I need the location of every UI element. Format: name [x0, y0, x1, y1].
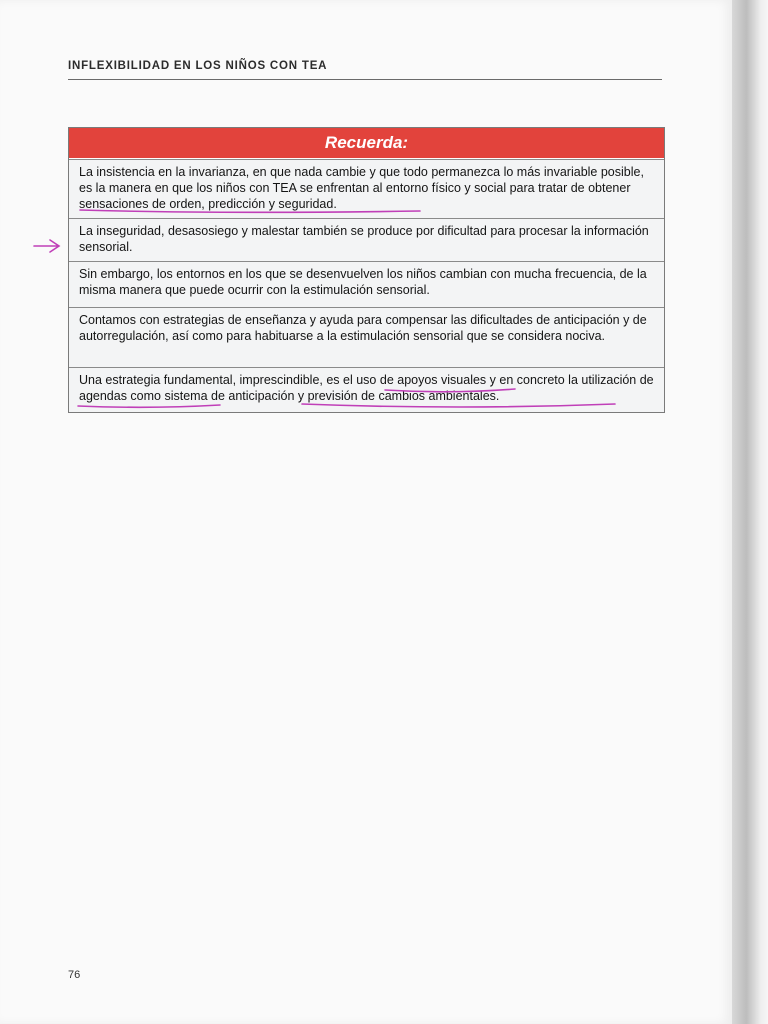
recuerda-item-2: La inseguridad, desasosiego y malestar también se produce por dificultad para procesar la información sensorial.	[69, 218, 664, 261]
recuerda-title: Recuerda:	[69, 128, 664, 158]
recuerda-item-3: Sin embargo, los entornos en los que se desenvuelven los niños cambian con mucha frecuencia, de la misma manera que puede ocurrir con la estimulación sensorial.	[69, 261, 664, 307]
bleed-through-text	[68, 418, 662, 502]
handwritten-arrow-icon	[32, 236, 64, 256]
recuerda-box	[68, 127, 665, 413]
recuerda-item-4: Contamos con estrategias de enseñanza y ayuda para compensar las dificultades de anticipación y de autorregulación, así como para habituarse a la estimulación sensorial que se considera nociva.	[69, 307, 664, 367]
header-rule	[68, 79, 662, 80]
page-binding-edge	[732, 0, 768, 1024]
recuerda-item-5: Una estrategia fundamental, imprescindible, es el uso de apoyos visuales y en concreto la utilización de agendas como sistema de anticipación y previsión de cambios ambientales.	[69, 367, 664, 412]
page-number: 76	[68, 969, 81, 981]
running-header: INFLEXIBILIDAD EN LOS NIÑOS CON TEA	[68, 60, 328, 72]
recuerda-item-1: La insistencia en la invarianza, en que nada cambie y que todo permanezca lo más invariable posible, es la manera en que los niños con TEA se enfrentan al entorno físico y social para tratar de obtener sensaciones de orden, predicción y seguridad.	[69, 159, 664, 218]
